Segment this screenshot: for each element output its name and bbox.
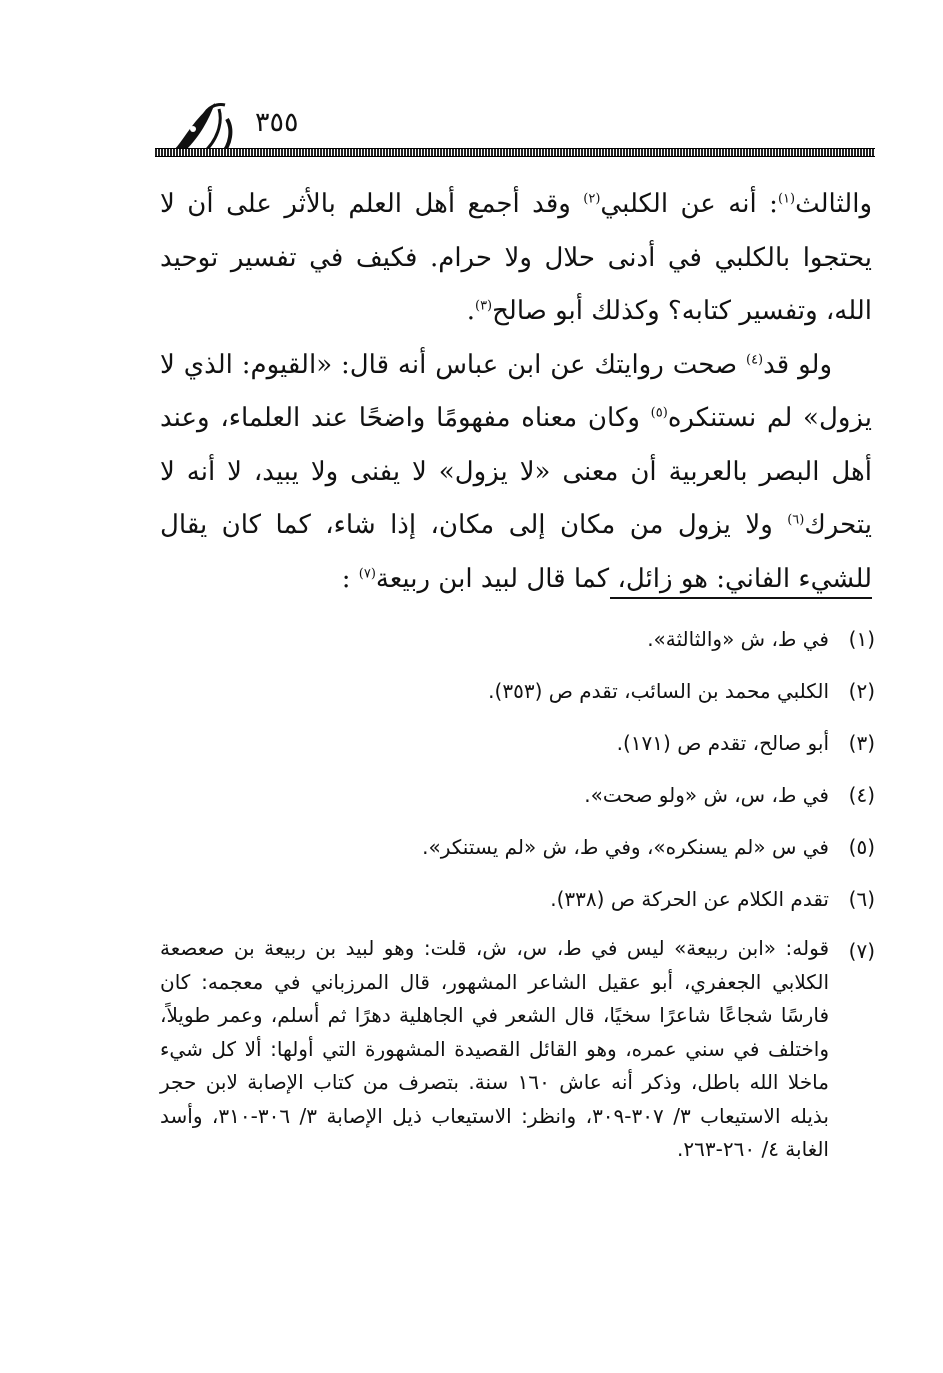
footnote-ref-2: (٢): [583, 191, 601, 207]
footnote-separator: [610, 597, 872, 599]
paragraph-2: [160, 339, 872, 607]
footnote-number: (١): [848, 627, 875, 651]
footnote-2: [160, 672, 875, 724]
footnote-text: في س «لم يسنكره»، وفي ط، ش «لم يستنكر».: [422, 835, 829, 859]
footnote-ref-1: (١): [777, 191, 796, 207]
p1-lead: والثالث: [795, 189, 872, 219]
footnote-number: (٣): [848, 731, 875, 755]
footnote-ref-3: (٣): [474, 298, 493, 314]
footnote-text: تقدم الكلام عن الحركة ص (٣٣٨).: [550, 887, 829, 911]
footnote-6: [160, 880, 875, 932]
footnote-text: في ط، ش «والثالثة».: [647, 627, 829, 651]
footnote-7: [160, 932, 875, 1167]
p1-end: .: [466, 296, 475, 326]
footnote-number: (٦): [848, 887, 875, 911]
p2-text-a: صحت روايتك عن ابن عباس أنه قال: «القيوم: الذي لا يزول» لم نستنكره: [160, 349, 872, 433]
p2-text-b: وكان معناه مفهومًا واضحًا عند العلماء، وعند أهل البصر بالعربية أن معنى «لا يزول» لا يفنى ولا يبيد، لا أنه لا يتحرك: [160, 403, 872, 540]
p2-text-c: ولا يزول من مكان إلى مكان، إذا شاء، كما كان يقال للشيء الفاني: هو زائل، كما قال لبيد ابن ربيعة: [160, 510, 872, 594]
p2-lead: ولو قد: [763, 349, 833, 380]
footnote-number: (٥): [848, 835, 875, 859]
paragraph-1: [160, 178, 872, 339]
footnote-number: (٢): [848, 679, 875, 703]
footnote-text: قوله: «ابن ربيعة» ليس في ط، س، ش، قلت: وهو لبيد بن ربيعة بن صعصعة الكلابي الجعفري، أبو عقيل الشاعر المشهور، قال المرزباني في معجمه: كان فارسًا شجاعًا شاعرًا سخيًا، قال الشعر في الجاهلية دهرًا ثم أسلم، وعمر طويلاً، واختلف في سني عمره، وهو القائل القصيدة المشهورة التي أولها: ألا كل شيء ماخلا الله باطل، وذكر أنه عاش ١٦٠ سنة. بتصرف من كتاب الإصابة لابن حجر بذيله الاستيعاب ٣/ ٣٠٧-٣٠٩، وانظر: الاستيعاب ذيل الإصابة ٣/ ٣٠٦-٣١٠، وأسد الغابة ٤/ ٢٦٠-٢٦٣.: [160, 936, 829, 1161]
p1-text-a: : أنه عن الكلبي: [600, 189, 778, 219]
p1-text-b: وقد أجمع أهل العلم بالأثر على أن لا يحتجوا بالكلبي في أدنى حلال ولا حرام. فكيف في تفسير توحيد الله، وتفسير كتابه؟ وكذلك أبو صالح: [160, 189, 872, 326]
footnotes-list: [160, 620, 875, 1167]
footnote-number: (٤): [848, 783, 875, 807]
page-header: [155, 95, 875, 165]
footnote-ref-4: (٤): [745, 351, 764, 367]
footnote-ref-7: (٧): [358, 565, 376, 581]
footnote-5: [160, 828, 875, 880]
footnote-ref-5: (٥): [650, 405, 668, 421]
footnote-number: (٧): [848, 939, 875, 963]
footnote-text: الكلبي محمد بن السائب، تقدم ص (٣٥٣).: [488, 679, 829, 703]
footnote-text: في ط، س، ش «ولو صحت».: [584, 783, 829, 807]
p2-end: :: [341, 563, 359, 594]
footnote-ref-6: (٦): [787, 512, 805, 528]
page-number: ٣٥٥: [255, 107, 299, 138]
header-rule: [155, 148, 875, 157]
footnote-3: [160, 724, 875, 776]
footnote-4: [160, 776, 875, 828]
footnote-text: أبو صالح، تقدم ص (١٧١).: [616, 731, 829, 755]
main-text: [160, 178, 872, 606]
footnote-1: [160, 620, 875, 672]
